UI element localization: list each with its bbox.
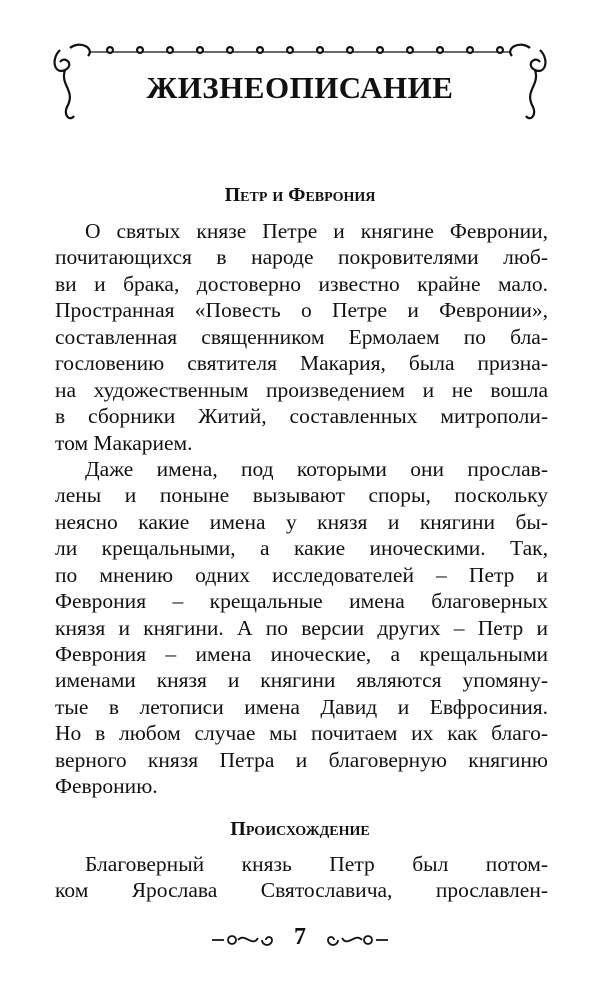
section-heading: Петр и Феврония [224, 184, 376, 206]
text-line: князя и княгини. А по версии других – Петр и [55, 615, 548, 640]
text-line: том Макарием. [55, 430, 193, 455]
text-line: Даже имена, под которыми они прослав- [85, 456, 548, 481]
text-line: по мнению одних исследователей – Петр и [55, 562, 548, 587]
chapter-title: ЖИЗНЕОПИСАНИЕ [146, 70, 454, 105]
text-line: Но в любом случае мы почитаем их как благо- [55, 721, 548, 746]
text-line: верного князя Петра и благоверную княгиню [55, 747, 548, 772]
text-line: в сборники Житий, составленных митрополи- [55, 404, 548, 429]
text-line: лены и поныне вызывают споры, поскольку [55, 483, 548, 508]
text-line: на художественным произведением и не вошла [55, 377, 548, 402]
text-line: Благоверный князь Петр был потом- [85, 852, 548, 876]
text-line: почитающихся в народе покровителями люб- [55, 245, 548, 270]
text-line: тые в летописи имена Давид и Евфросиния. [55, 694, 548, 719]
text-line: ли крещальными, а какие иноческими. Так, [55, 536, 548, 561]
text-line: Пространная «Повесть о Петре и Февронии», [55, 298, 548, 323]
text-line: ком Ярослава Святославича, прославлен- [55, 878, 548, 903]
text-line: Феврония – крещальные имена благоверных [55, 589, 548, 614]
section-body [55, 218, 548, 800]
text-line: именами князя и княгини являются упомяну- [55, 668, 548, 693]
section-body [55, 851, 548, 904]
text-line: Феврония – имена иноческие, а крещальными [55, 642, 548, 666]
text-line: составленная священником Ермолаем по бла- [55, 324, 548, 349]
section-heading: Происхождение [230, 818, 370, 840]
text-line: гословению святителя Макария, была призна- [55, 351, 548, 376]
text-line: ви и брака, достоверно известно крайне мало. [55, 271, 548, 296]
text-line: Февронию. [55, 774, 158, 799]
text-line: О святых князе Петре и княгине Февронии, [85, 219, 548, 243]
page-number: 7 [294, 924, 306, 950]
text-line: неясно какие имена у князя и княгини бы- [55, 509, 548, 534]
